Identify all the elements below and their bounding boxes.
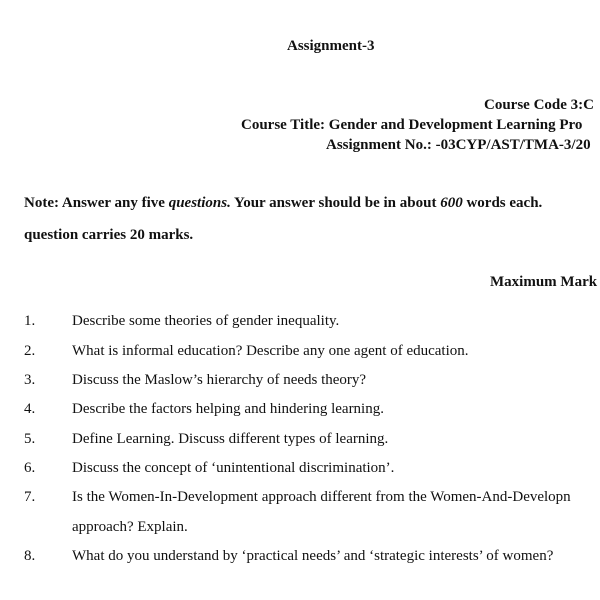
note-suffix: words each. <box>462 195 543 211</box>
assignment-title: Assignment-3 <box>287 38 375 54</box>
question-number: 6. <box>24 460 36 476</box>
question-text: Describe the factors helping and hindering learning. <box>72 401 384 417</box>
question-number: 5. <box>24 431 36 447</box>
note-questions-word: questions. <box>168 195 231 211</box>
question-number: 7. <box>24 489 36 505</box>
question-text: Discuss the Maslow’s hierarchy of needs theory? <box>72 372 367 388</box>
question-number: 3. <box>24 372 36 388</box>
question-number: 4. <box>24 401 36 417</box>
question-text: What do you understand by ‘practical needs’ and ‘strategic interests’ of women? <box>72 548 554 564</box>
note-line-2: question carries 20 marks. <box>24 227 194 243</box>
question-text-continuation: approach? Explain. <box>72 519 188 535</box>
question-number: 8. <box>24 548 36 564</box>
question-number: 2. <box>24 343 36 359</box>
maximum-marks: Maximum Mark <box>490 274 598 290</box>
note-prefix: Note: Answer any five <box>24 195 169 211</box>
course-title: Course Title: Gender and Development Learning Pro <box>241 117 583 133</box>
note-word-count: 600 <box>440 195 463 211</box>
question-text: What is informal education? Describe any one agent of education. <box>72 343 469 359</box>
question-text: Define Learning. Discuss different types of learning. <box>72 431 389 447</box>
question-text: Is the Women-In-Development approach different from the Women-And-Developn <box>72 489 571 505</box>
note-line-1 <box>24 194 542 212</box>
question-number: 1. <box>24 313 36 329</box>
course-code: Course Code 3:C <box>484 97 594 113</box>
assignment-number: Assignment No.: -03CYP/AST/TMA-3/20 <box>326 137 591 153</box>
question-text: Discuss the concept of ‘unintentional discrimination’. <box>72 460 395 476</box>
question-text: Describe some theories of gender inequality. <box>72 313 340 329</box>
note-middle: Your answer should be in about <box>230 195 441 211</box>
